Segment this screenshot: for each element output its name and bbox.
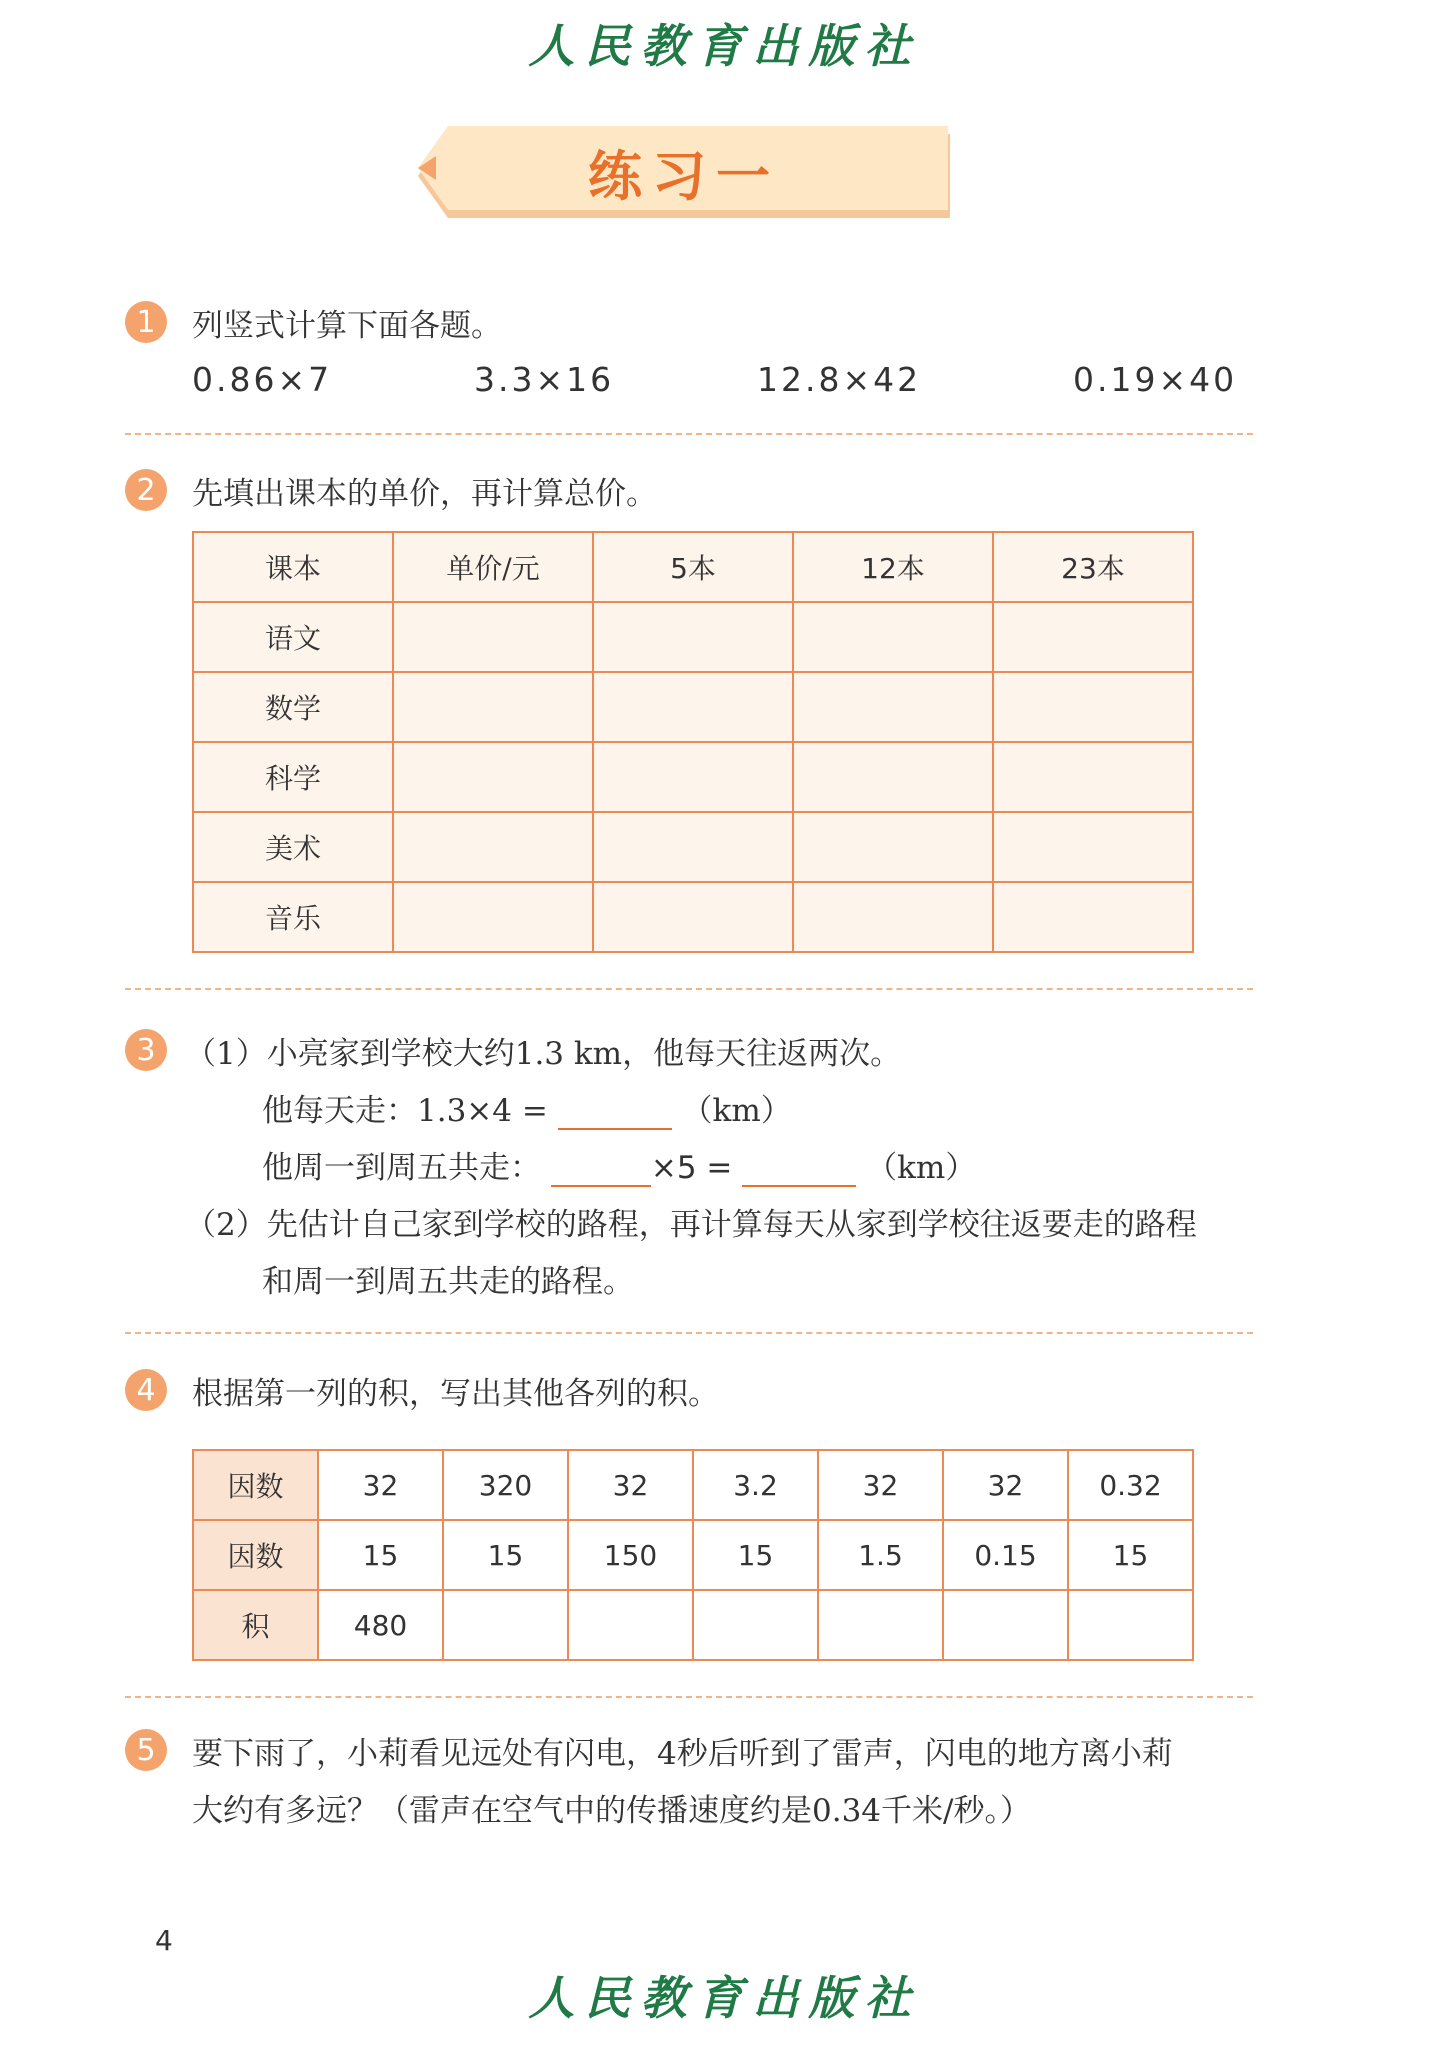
table-row: [193, 1590, 1193, 1660]
price-table: [192, 531, 1194, 953]
q3-part1: [185, 1028, 901, 1073]
table-cell: 3.2: [693, 1450, 818, 1520]
table-cell: 1.5: [818, 1520, 943, 1590]
answer-cell[interactable]: [993, 882, 1193, 952]
answer-cell[interactable]: [793, 602, 993, 672]
row-label: 数学: [193, 672, 393, 742]
section-divider: [125, 1696, 1253, 1698]
section-divider: [125, 1332, 1253, 1334]
table-row: [193, 882, 1193, 952]
q3-line1: [262, 1085, 792, 1130]
q1-item: 3.3×16: [474, 360, 615, 399]
publisher-logo-top: 人民教育出版社: [528, 19, 921, 73]
answer-blank[interactable]: [742, 1151, 856, 1187]
page-title: 练习一: [588, 143, 780, 208]
table-cell: 320: [443, 1450, 568, 1520]
q5-line2: 大约有多远？（雷声在空气中的传播速度约是0.34千米/秒。）: [192, 1793, 1031, 1829]
table-header-cell: 12本: [793, 532, 993, 602]
table-cell: 32: [818, 1450, 943, 1520]
table-row: [193, 1450, 1193, 1520]
answer-cell[interactable]: [993, 602, 1193, 672]
answer-cell[interactable]: [593, 812, 793, 882]
table-header-cell: 课本: [193, 532, 393, 602]
q1-item: 0.19×40: [1073, 360, 1238, 399]
table-row: [193, 1520, 1193, 1590]
q3-part1-label: （1）: [185, 1036, 267, 1072]
section-divider: [125, 433, 1253, 435]
row-label: 美术: [193, 812, 393, 882]
row-label: 语文: [193, 602, 393, 672]
answer-cell[interactable]: [993, 812, 1193, 882]
row-label: 因数: [193, 1520, 318, 1590]
table-cell: 15: [318, 1520, 443, 1590]
unit-label: （km）: [866, 1150, 977, 1186]
page-number: 4: [155, 1924, 173, 1957]
q4-prompt: 根据第一列的积，写出其他各列的积。: [192, 1376, 719, 1412]
table-cell: 32: [943, 1450, 1068, 1520]
answer-cell[interactable]: [993, 742, 1193, 812]
question-number-2: 2: [125, 469, 167, 511]
table-cell: 15: [1068, 1520, 1193, 1590]
table-cell: 0.32: [1068, 1450, 1193, 1520]
question-number-4: 4: [125, 1369, 167, 1411]
table-header-cell: 单价/元: [393, 532, 593, 602]
q3-part2-text: 先估计自己家到学校的路程，再计算每天从家到学校往返要走的路程: [266, 1207, 1197, 1243]
q3-line2: [262, 1142, 976, 1187]
table-cell: 32: [318, 1450, 443, 1520]
answer-cell[interactable]: [793, 812, 993, 882]
answer-cell[interactable]: [593, 882, 793, 952]
answer-cell[interactable]: [593, 672, 793, 742]
table-cell: 15: [693, 1520, 818, 1590]
table-header-cell: 23本: [993, 532, 1193, 602]
answer-cell[interactable]: [443, 1590, 568, 1660]
answer-cell[interactable]: [568, 1590, 693, 1660]
answer-blank[interactable]: [558, 1094, 672, 1130]
unit-label: （km）: [681, 1093, 792, 1129]
q3-line2-prefix: 他周一到周五共走：: [262, 1150, 541, 1186]
table-row: [193, 672, 1193, 742]
product-table: [192, 1449, 1194, 1661]
row-label: 积: [193, 1590, 318, 1660]
section-divider: [125, 988, 1253, 990]
table-cell: 0.15: [943, 1520, 1068, 1590]
answer-cell[interactable]: [818, 1590, 943, 1660]
table-header-row: [193, 532, 1193, 602]
q3-part1-text: 小亮家到学校大约1.3 km，他每天往返两次。: [266, 1036, 902, 1072]
answer-cell[interactable]: [793, 882, 993, 952]
table-header-cell: 5本: [593, 532, 793, 602]
question-number-5: 5: [125, 1729, 167, 1771]
answer-cell[interactable]: [393, 602, 593, 672]
table-cell: 480: [318, 1590, 443, 1660]
answer-blank[interactable]: [551, 1151, 651, 1187]
answer-cell[interactable]: [793, 742, 993, 812]
answer-cell[interactable]: [943, 1590, 1068, 1660]
q3-part2-cont: 和周一到周五共走的路程。: [262, 1264, 634, 1300]
answer-cell[interactable]: [593, 602, 793, 672]
answer-cell[interactable]: [393, 882, 593, 952]
answer-cell[interactable]: [793, 672, 993, 742]
q1-prompt: 列竖式计算下面各题。: [192, 308, 502, 344]
q1-item: 0.86×7: [192, 360, 333, 399]
answer-cell[interactable]: [393, 742, 593, 812]
row-label: 因数: [193, 1450, 318, 1520]
q3-part2-label: （2）: [185, 1207, 267, 1243]
row-label: 音乐: [193, 882, 393, 952]
answer-cell[interactable]: [693, 1590, 818, 1660]
q5-line1: 要下雨了，小莉看见远处有闪电，4秒后听到了雷声，闪电的地方离小莉: [192, 1736, 1173, 1772]
q3-line2-mid: ×5 =: [650, 1150, 733, 1186]
q1-item: 12.8×42: [757, 360, 922, 399]
answer-cell[interactable]: [593, 742, 793, 812]
table-row: [193, 602, 1193, 672]
table-row: [193, 742, 1193, 812]
table-cell: 150: [568, 1520, 693, 1590]
title-banner: [418, 126, 950, 218]
row-label: 科学: [193, 742, 393, 812]
answer-cell[interactable]: [993, 672, 1193, 742]
table-row: [193, 812, 1193, 882]
publisher-logo-bottom: 人民教育出版社: [528, 1971, 921, 2025]
table-cell: 15: [443, 1520, 568, 1590]
answer-cell[interactable]: [393, 812, 593, 882]
q2-prompt: 先填出课本的单价，再计算总价。: [192, 476, 657, 512]
question-number-1: 1: [125, 301, 167, 343]
answer-cell[interactable]: [393, 672, 593, 742]
answer-cell[interactable]: [1068, 1590, 1193, 1660]
table-cell: 32: [568, 1450, 693, 1520]
question-number-3: 3: [125, 1029, 167, 1071]
q3-line1-prefix: 他每天走：1.3×4 =: [262, 1093, 548, 1129]
q3-part2: [185, 1199, 1197, 1244]
